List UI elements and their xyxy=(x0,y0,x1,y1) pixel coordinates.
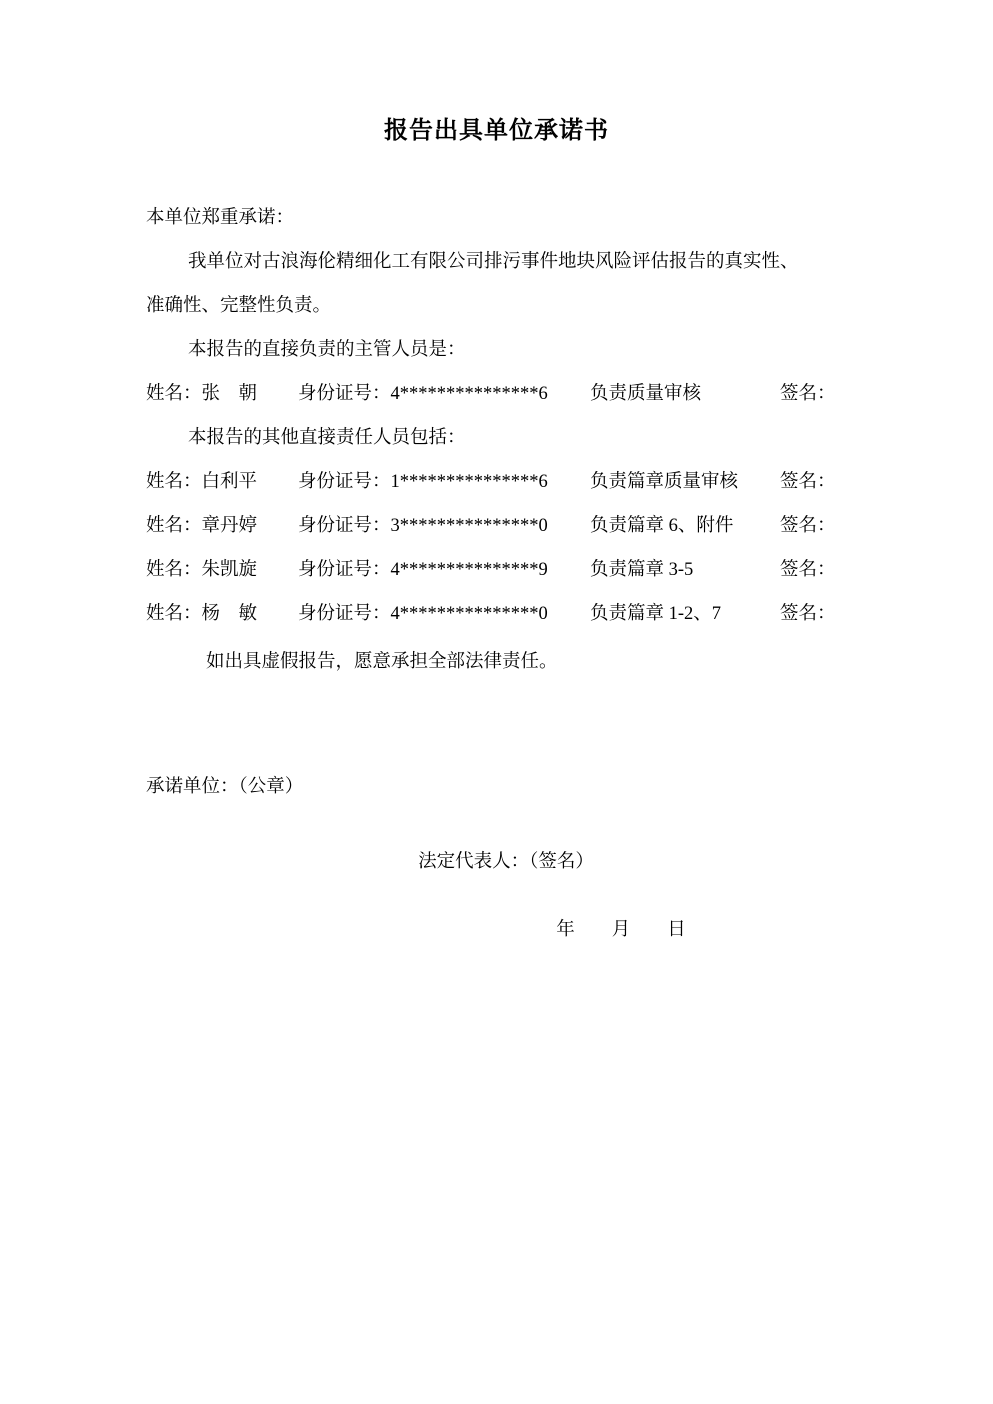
person-signature-label: 签名： xyxy=(780,472,836,492)
person-signature-label: 签名： xyxy=(780,604,836,624)
supervisor-heading: 本报告的直接负责的主管人员是： xyxy=(188,340,466,360)
table-row xyxy=(146,592,866,636)
person-name: 姓名：章丹婷 xyxy=(146,516,258,536)
table-row xyxy=(146,504,866,548)
person-duty: 负责篇章 1-2、7 xyxy=(590,604,722,624)
person-name: 姓名：杨 敏 xyxy=(146,604,258,624)
person-name: 姓名：张 朝 xyxy=(146,384,258,404)
person-duty: 负责篇章 3-5 xyxy=(590,560,694,580)
person-id-number: 身份证号：4***************0 xyxy=(298,604,548,624)
opening-line: 本单位郑重承诺： xyxy=(146,208,295,228)
person-signature-label: 签名： xyxy=(780,384,836,404)
person-id-number: 身份证号：3***************0 xyxy=(298,516,548,536)
unit-seal-label: 承诺单位：（公章） xyxy=(146,777,304,797)
table-row xyxy=(146,460,866,504)
others-heading: 本报告的其他直接责任人员包括： xyxy=(188,428,466,448)
table-row xyxy=(146,548,866,592)
legal-representative-label: 法定代表人：（签名） xyxy=(418,852,594,872)
page-title: 报告出具单位承诺书 xyxy=(384,118,609,144)
person-name: 姓名：朱凯旋 xyxy=(146,560,258,580)
person-signature-label: 签名： xyxy=(780,560,836,580)
person-duty: 负责篇章质量审核 xyxy=(590,472,739,492)
date-placeholder: 年 月 日 xyxy=(556,920,686,940)
statement-line-2: 准确性、完整性负责。 xyxy=(146,296,332,316)
person-id-number: 身份证号：1***************6 xyxy=(298,472,548,492)
supervisor-row xyxy=(146,372,866,416)
liability-statement: 如出具虚假报告，愿意承担全部法律责任。 xyxy=(206,652,558,672)
person-signature-label: 签名： xyxy=(780,516,836,536)
person-name: 姓名：白利平 xyxy=(146,472,258,492)
person-duty: 负责篇章 6、附件 xyxy=(590,516,734,536)
statement-line-1: 我单位对古浪海伦精细化工有限公司排污事件地块风险评估报告的真实性、 xyxy=(188,252,799,272)
person-id-number: 身份证号：4***************6 xyxy=(298,384,548,404)
person-id-number: 身份证号：4***************9 xyxy=(298,560,548,580)
person-duty: 负责质量审核 xyxy=(590,384,702,404)
document-body xyxy=(146,196,866,636)
